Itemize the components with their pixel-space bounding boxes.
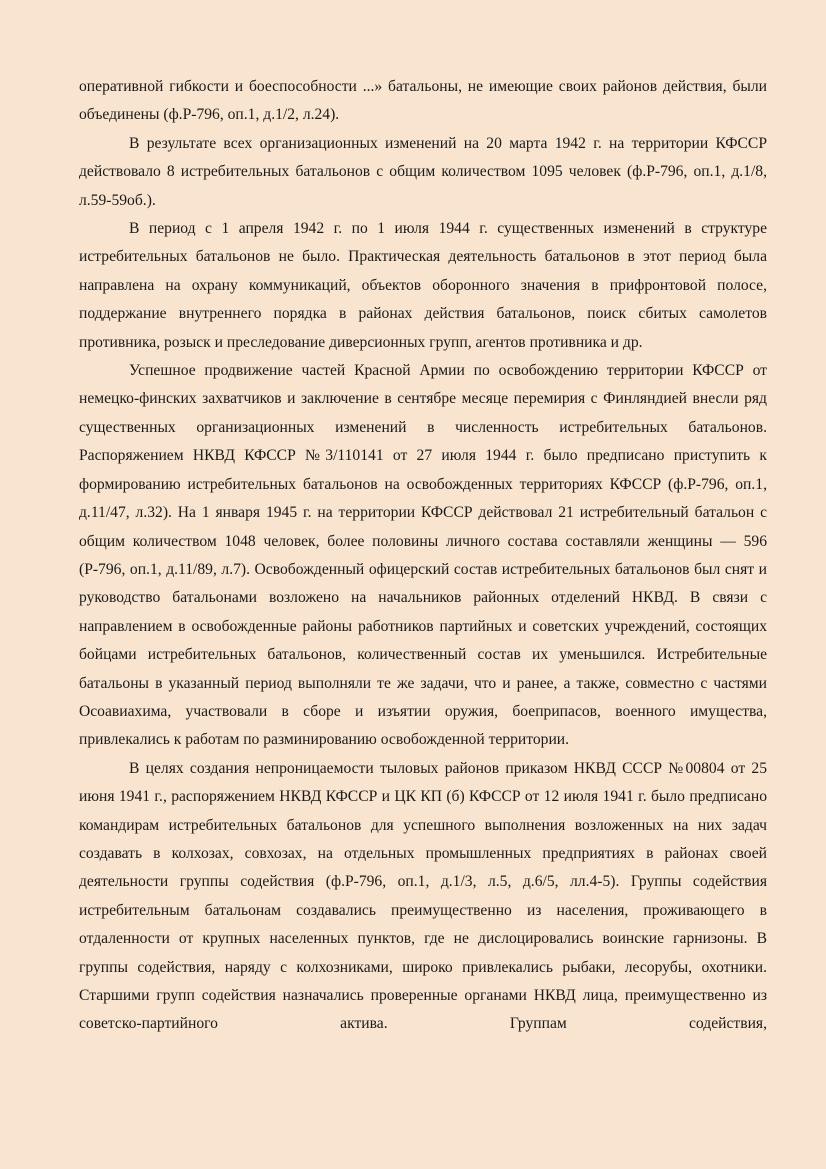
paragraph: В период с 1 апреля 1942 г. по 1 июля 1944 г. существенных изменений в структуре истребительных батальонов не было. Практическая деятельность батальонов в этот период была направлена на охрану коммуникаций, объектов оборонного значения в прифронтовой полосе, поддержание внутреннего порядка в районах действия батальонов, поиск сбитых самолетов противника, розыск и преследование диверсионных групп, агентов противника и др. <box>79 220 767 351</box>
paragraph-continuation: оперативной гибкости и боеспособности ...» батальоны, не имеющие своих районов действия, были объединены (ф.Р-796, оп.1, д.1/2, л.24). <box>79 78 767 124</box>
paragraph: Успешное продвижение частей Красной Армии по освобождению территории КФССР от немецко-финских захватчиков и заключение в сентябре месяце перемирия с Финляндией внесли ряд существенных организационных изменений в численность истребительных батальонов. Распоряжением НКВД КФССР №3/110141 от 27 июля 1944 г. было предписано приступить к формированию истребительных батальонов на освобожденных территориях КФССР (ф.Р-796, оп.1, д.11/47, л.32). На 1 января 1945 г. на территории КФССР действовал 21 истребительный батальон с общим количеством 1048 человек, более половины личного состава составляли женщины — 596 (Р-796, оп.1, д.11/89, л.7). Освобожденный офицерский состав истребительных батальонов был снят и руководство батальонами возложено на начальников районных отделений НКВД. В связи с направлением в освобожденные районы работников партийных и советских учреждений, состоящих бойцами истребительных батальонов, количественный состав их уменьшился. Истребительные батальоны в указанный период выполняли те же задачи, что и ранее, а также, совместно с частями Осоавиахима, участвовали в сборе и изъятии оружия, боеприпасов, военного имущества, привлекались к работам по разминированию освобожденной территории. <box>79 362 767 749</box>
paragraph: В целях создания непроницаемости тыловых районов приказом НКВД СССР №00804 от 25 июня 1941 г., распоряжением НКВД КФССР и ЦК КП (б) КФССР от 12 июля 1941 г. было предписано командирам истребительных батальонов для успешного выполнения возложенных на них задач создавать в колхозах, совхозах, на отдельных промышленных предприятиях в районах своей деятельности группы содействия (ф.Р-796, оп.1, д.1/3, л.5, д.6/5, лл.4-5). Группы содействия истребительным батальонам создавались преимущественно из населения, проживающего в отдаленности от крупных населенных пунктов, где не дислоцировались воинские гарнизоны. В группы содействия, наряду с колхозниками, широко привлекались рыбаки, лесорубы, охотники. Старшими групп содействия назначались проверенные органами НКВД лица, преимущественно из советско-партийного актива. Группам содействия, <box>79 759 767 1033</box>
document-page <box>79 73 767 1039</box>
paragraph: В результате всех организационных изменений на 20 марта 1942 г. на территории КФССР действовало 8 истребительных батальонов с общим количеством 1095 человек (ф.Р-796, оп.1, д.1/8, л.59-59об.). <box>79 134 767 209</box>
